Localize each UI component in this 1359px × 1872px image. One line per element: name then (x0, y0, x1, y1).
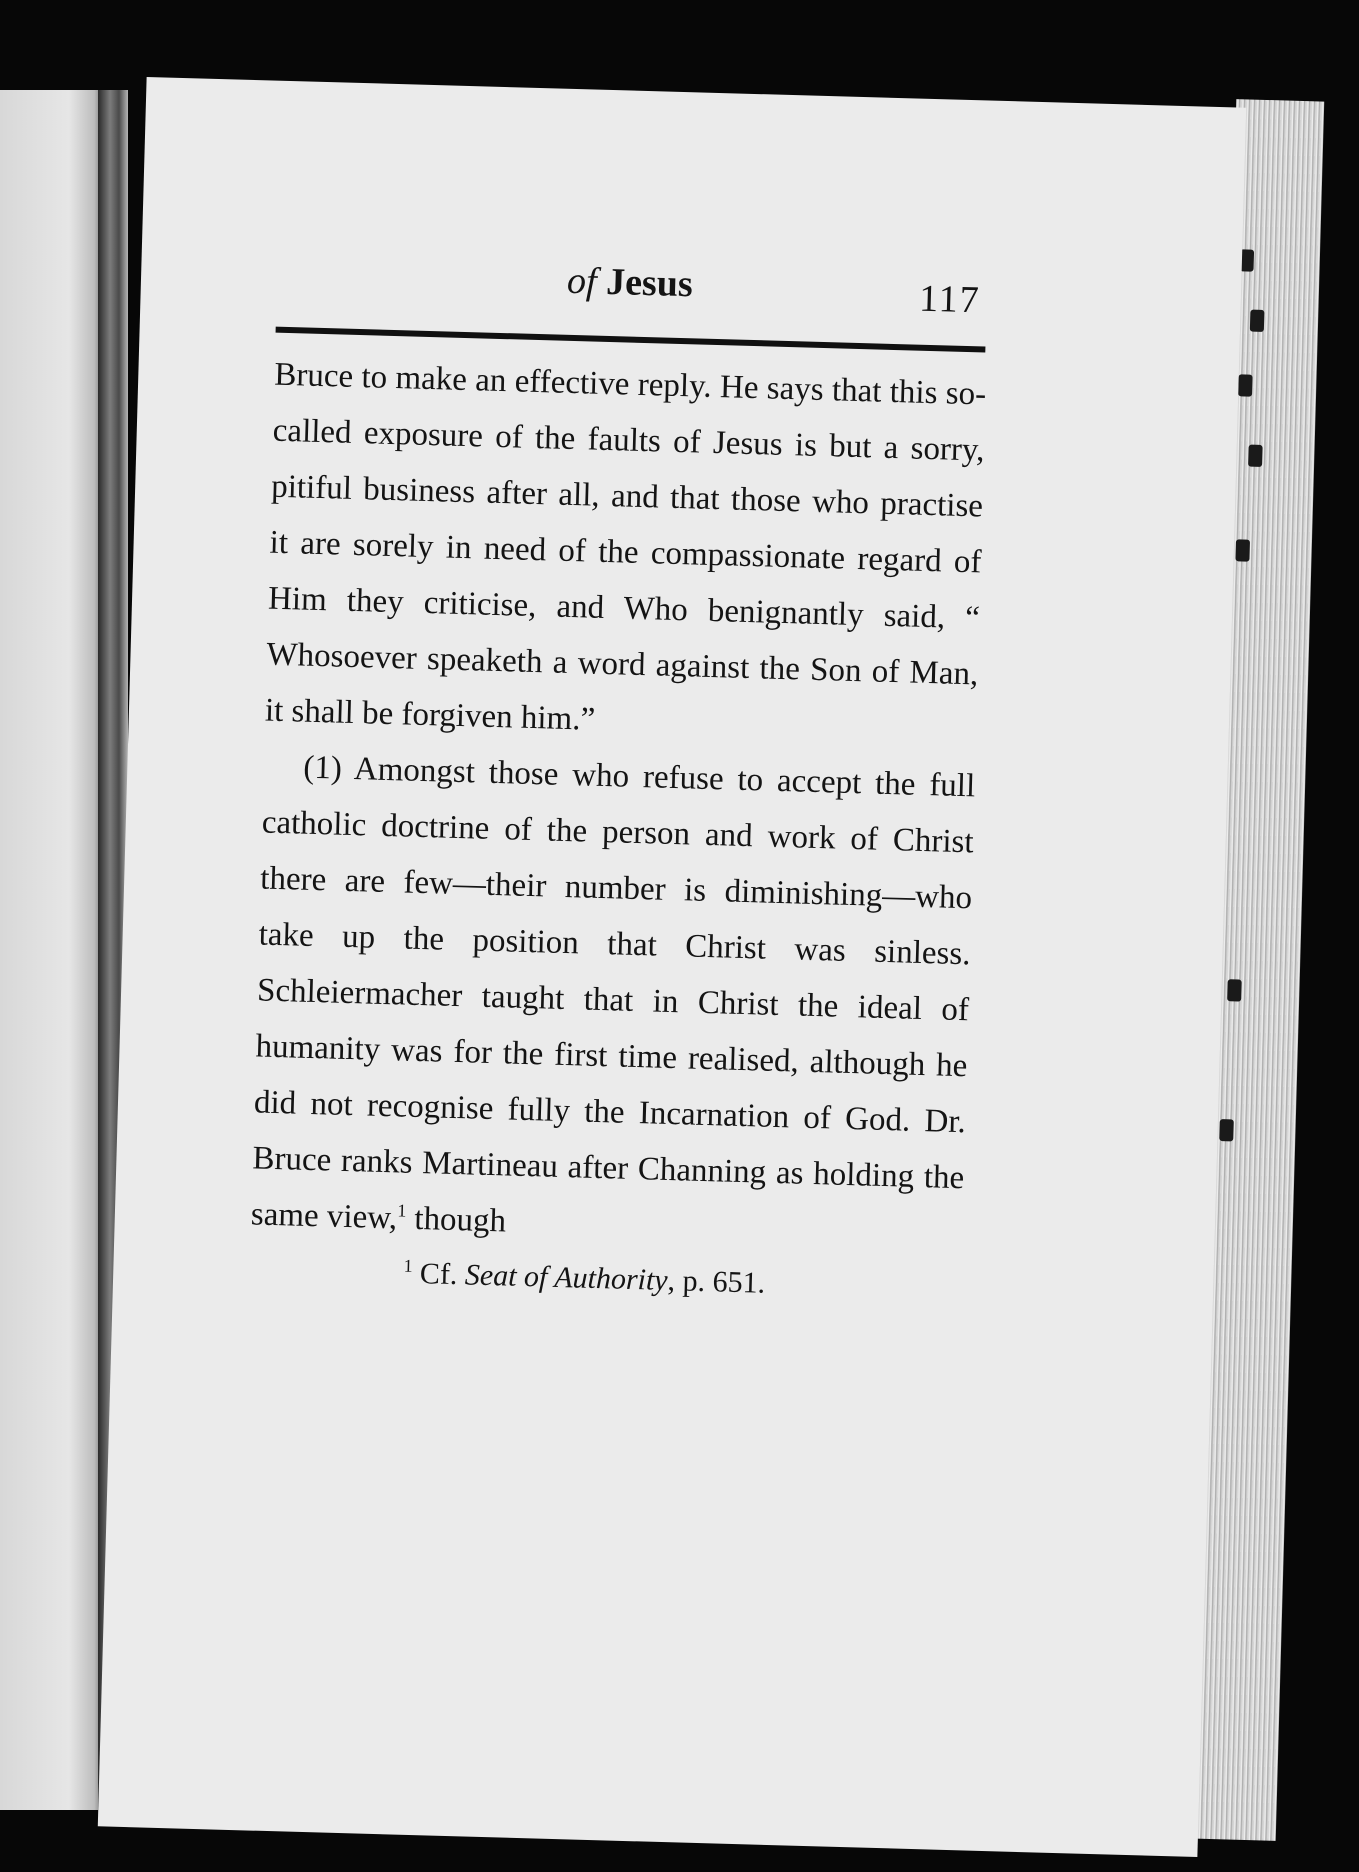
body-paragraph-1: Bruce to make an effective reply. He says that this so-called exposure of the faults of Jesus is but a sorry, pitiful business after all, and that those who practise it are sorely in need of the compassionate regard of Him they criticise, and Who benignantly said, “ Whosoever speaketh a word against the Son of Man, it shall be forgiven him.” (264, 356, 987, 738)
footnote-suffix: , p. 651. (667, 1264, 766, 1300)
edge-mark (1248, 445, 1263, 467)
running-head (276, 251, 1008, 341)
body-paragraph-2 (250, 739, 994, 1263)
footnote-prefix: Cf. (419, 1257, 458, 1292)
footnote-marker: 1 (403, 1255, 413, 1276)
footnote-title: Seat of Authority (464, 1258, 669, 1297)
page-number: 117 (918, 277, 982, 322)
footnote (249, 1252, 980, 1306)
edge-mark (1235, 539, 1250, 561)
edge-mark (1219, 1119, 1234, 1141)
book-page (98, 77, 1246, 1857)
edge-mark (1227, 979, 1242, 1001)
edge-mark (1238, 374, 1253, 396)
paragraph-2-text: (1) Amongst those who refuse to accept the full catholic doctrine of the person and work of Christ there are few—their number is diminishing—who take up the position that Christ was sinless. Schleiermacher taught that in Christ the ideal of humanity was for the first time realised, although he did not recognise fully the Incarnation of God. Dr. Bruce ranks Martineau after Channing as holding the same view, (250, 749, 976, 1237)
running-head-title (567, 259, 694, 306)
footnote-reference: 1 (397, 1200, 407, 1221)
running-head-prefix: of (566, 259, 598, 303)
running-head-word: Jesus (605, 260, 694, 306)
edge-mark (1250, 310, 1265, 332)
paragraph-2-tail: though (405, 1200, 507, 1240)
page-content (249, 251, 1008, 1307)
